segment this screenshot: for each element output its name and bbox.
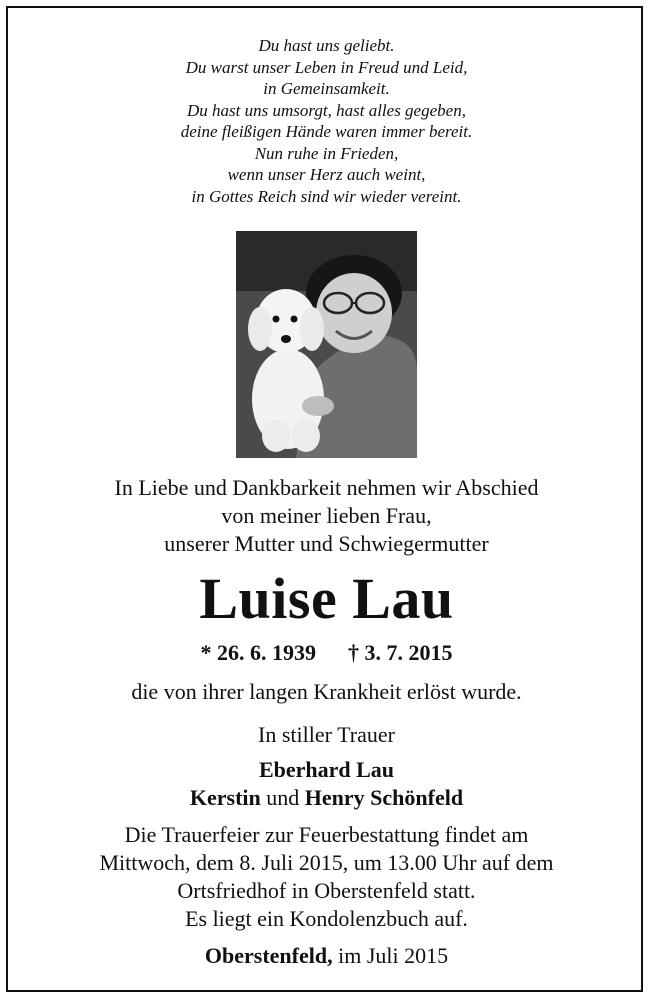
family-name-kerstin: Kerstin <box>189 785 261 810</box>
poem <box>0 35 653 207</box>
poem-line: Du hast uns umsorgt, hast alles gegeben, <box>187 100 466 120</box>
family-line-2 <box>0 784 653 812</box>
intro-line: In Liebe und Dankbarkeit nehmen wir Abschied <box>114 475 539 500</box>
poem-line: Du hast uns geliebt. <box>258 36 395 55</box>
poem-line: in Gemeinsamkeit. <box>263 79 390 98</box>
mourning-text: In stiller Trauer <box>258 722 395 747</box>
portrait-photo <box>236 231 417 458</box>
funeral-line: Es liegt ein Kondolenzbuch auf. <box>185 906 468 931</box>
poem-line: wenn unser Herz auch weint, <box>227 165 426 184</box>
poem-line: Nun ruhe in Frieden, <box>254 143 399 163</box>
closing-date: im Juli 2015 <box>338 943 449 968</box>
funeral-line: Ortsfriedhof in Oberstenfeld statt. <box>177 878 476 903</box>
intro-line: von meiner lieben Frau, <box>221 503 432 528</box>
deceased-name: Luise Lau <box>199 566 454 631</box>
family-names <box>0 756 653 812</box>
death-date: † 3. 7. 2015 <box>348 640 453 665</box>
relief-text: die von ihrer langen Krankheit erlöst wurde. <box>131 679 522 704</box>
funeral-line: Die Trauerfeier zur Feuerbestattung findet am <box>124 822 529 847</box>
poem-line: deine fleißigen Hände waren immer bereit. <box>180 122 473 141</box>
family-name-henry: Henry Schönfeld <box>304 785 464 810</box>
funeral-line: Mittwoch, dem 8. Juli 2015, um 13.00 Uhr auf dem <box>99 850 554 875</box>
birth-date: * 26. 6. 1939 <box>200 640 316 665</box>
intro-text <box>0 474 653 558</box>
family-line-1: Eberhard Lau <box>258 757 395 782</box>
closing-line <box>0 942 653 970</box>
funeral-info <box>0 821 653 933</box>
portrait-illustration <box>236 231 417 458</box>
family-connector: und <box>266 785 300 810</box>
intro-line: unserer Mutter und Schwiegermutter <box>164 531 489 556</box>
poem-line: in Gottes Reich sind wir wieder vereint. <box>191 186 462 206</box>
poem-line: Du warst unser Leben in Freud und Leid, <box>185 57 468 77</box>
life-dates <box>0 639 653 667</box>
closing-place: Oberstenfeld, <box>204 943 333 968</box>
